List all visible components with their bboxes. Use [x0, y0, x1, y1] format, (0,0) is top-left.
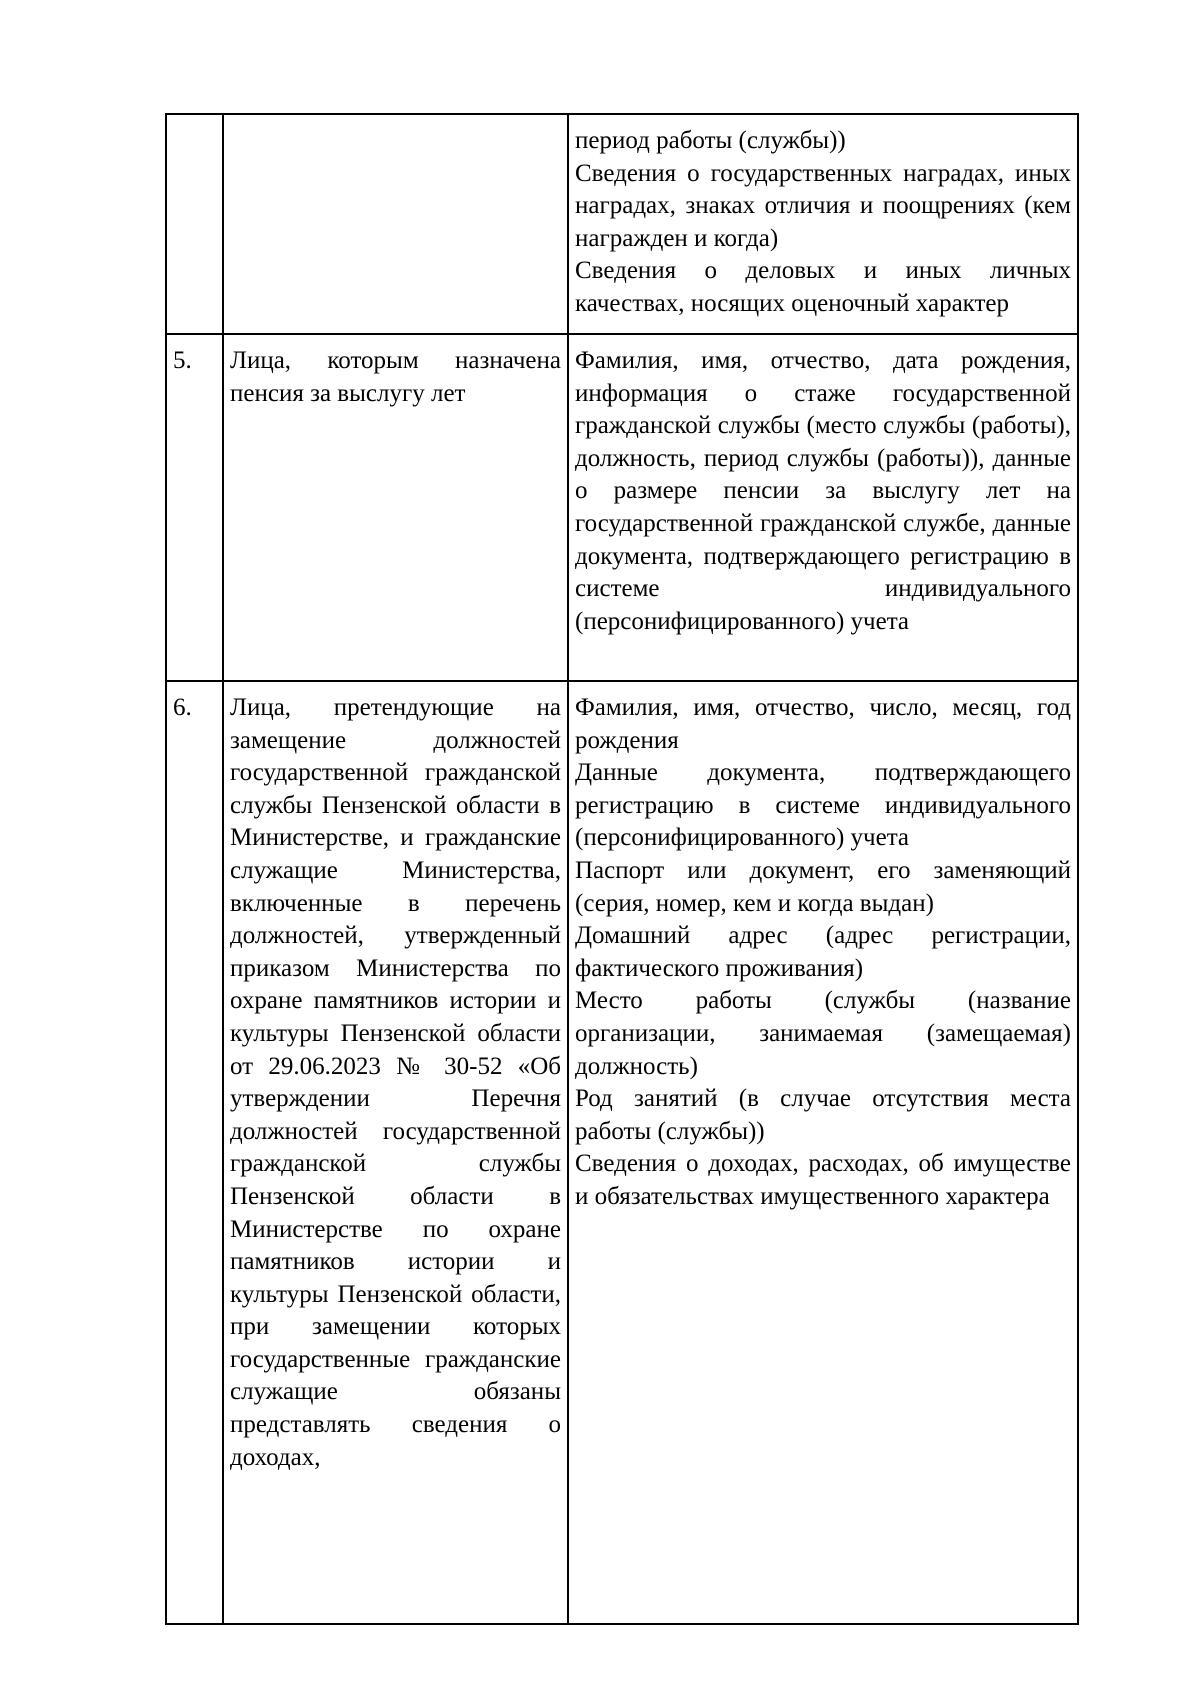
category-cell — [223, 681, 568, 1624]
category-cell — [223, 114, 568, 334]
row-number-cell — [166, 114, 223, 334]
data-item: Сведения о доходах, расходах, об имуществе и обязательствах имущественного характера — [575, 1150, 1071, 1210]
personal-data-cell — [568, 334, 1078, 681]
data-item: Род занятий (в случае отсутствия места работы (службы)) — [575, 1085, 1071, 1145]
data-item: Домашний адрес (адрес регистрации, фактического проживания) — [575, 922, 1071, 982]
data-item: Сведения о деловых и иных личных качествах, носящих оценочный характер — [575, 257, 1071, 317]
data-categories-table — [165, 113, 1079, 1625]
table-row — [166, 681, 1078, 1624]
table-row — [166, 334, 1078, 681]
row-number-cell: 5. — [166, 334, 223, 681]
data-item: период работы (службы)) — [575, 127, 846, 154]
data-item: Данные документа, подтверждающего регистрацию в системе индивидуального (персонифицированного) учета — [575, 759, 1071, 852]
table-row — [166, 114, 1078, 334]
data-item: Место работы (службы (название организации, занимаемая (замещаемая) должность) — [575, 987, 1071, 1080]
category-text: Лица, которым назначена пенсия за выслугу лет — [230, 347, 561, 407]
data-item: Сведения о государственных наградах, иных наградах, знаках отличия и поощрениях (кем награжден и когда) — [575, 159, 1071, 252]
personal-data-cell — [568, 114, 1078, 334]
data-item: Паспорт или документ, его заменяющий (серия, номер, кем и когда выдан) — [575, 856, 1071, 917]
category-cell — [223, 334, 568, 681]
data-item: Фамилия, имя, отчество, дата рождения, информация о стаже государственной гражданской службы (место службы (работы), должность, период службы (работы)), данные о размере пенсии за выслугу лет на государственной гражданской службе, данные документа, подтверждающего регистрацию в системе индивидуального (персонифицированного) учета — [575, 347, 1071, 635]
row-number-cell: 6. — [166, 681, 223, 1624]
personal-data-cell — [568, 681, 1078, 1624]
category-text: Лица, претендующие на замещение должностей государственной гражданской службы Пензенской области в Министерстве, и гражданские служащие Министерства, включенные в перечень должностей, утвержденный приказом Министерства по охране памятников истории и культуры Пензенской области от 29.06.2023 № 30-52 «Об утверждении Перечня должностей государственной гражданской службы Пензенской области в Министерстве по охране памятников истории и культуры Пензенской области, при замещении которых государственные гражданские служащие обязаны представлять сведения о доходах, — [230, 694, 561, 1471]
data-item: Фамилия, имя, отчество, число, месяц, год рождения — [575, 694, 1071, 754]
